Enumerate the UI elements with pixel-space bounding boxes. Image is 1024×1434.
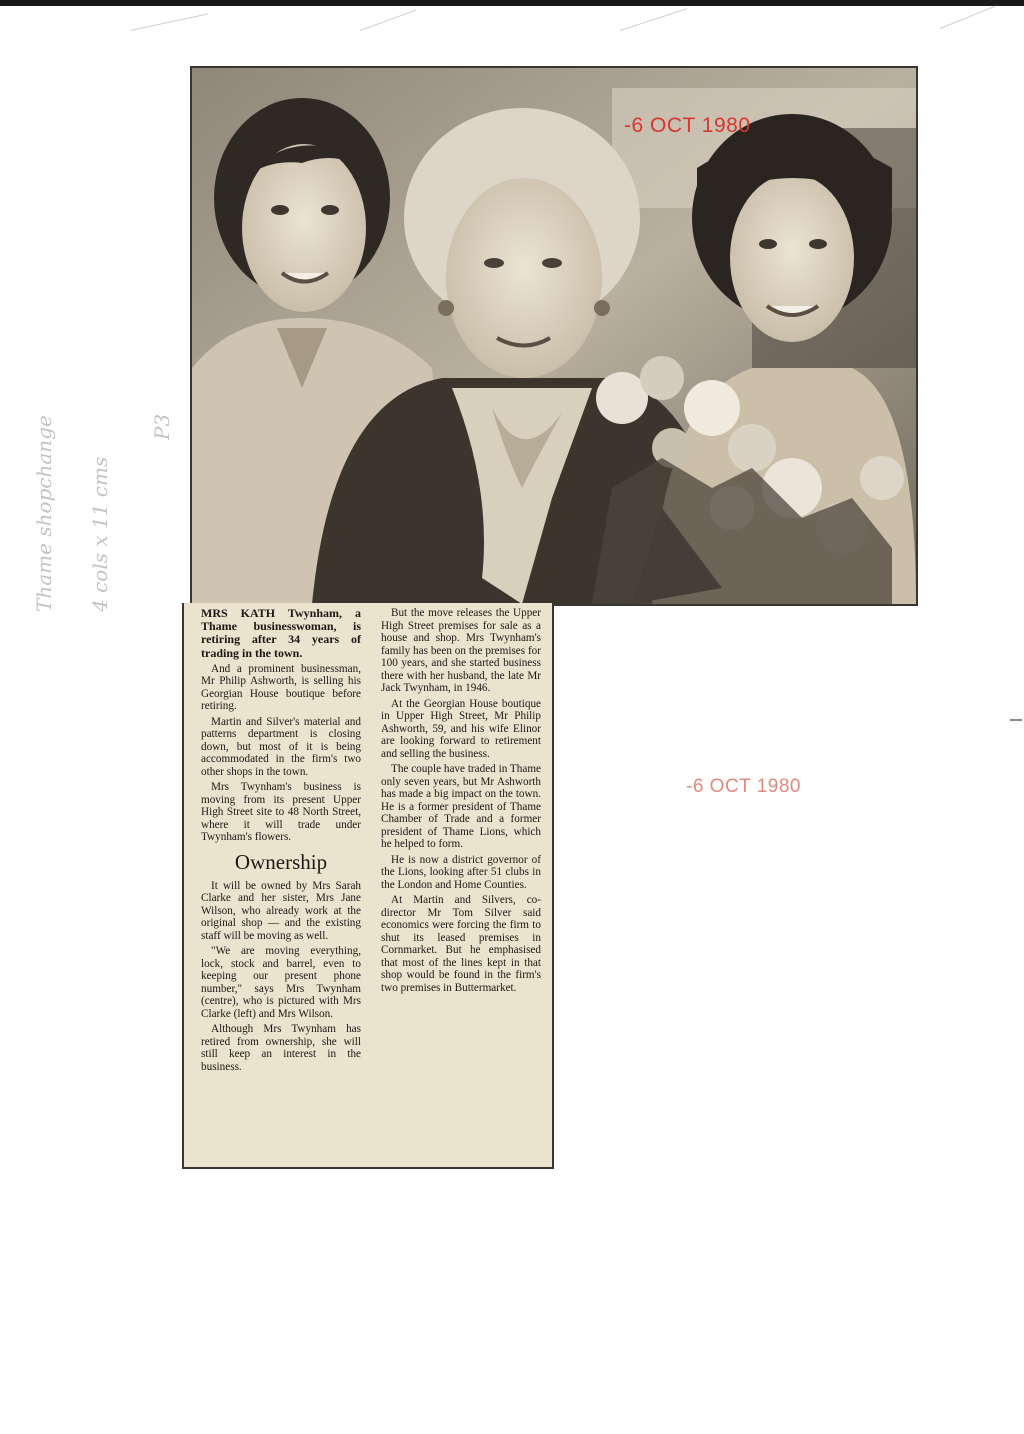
article-paragraph: It will be owned by Mrs Sarah Clarke and her sister, Mrs Jane Wilson, who already work at the original shop — and the existing staff will be moving as well. <box>201 879 361 942</box>
article-body <box>182 603 554 1169</box>
article-paragraph: At the Georgian House boutique in Upper High Street, Mr Philip Ashworth, 59, and his wife Elinor are looking forward to retirement and selling the business. <box>381 697 541 760</box>
scan-top-edge <box>0 0 1024 6</box>
article-paragraph: Although Mrs Twynham has retired from ownership, she will still keep an interest in the business. <box>201 1023 361 1073</box>
paper-crease <box>130 13 208 31</box>
portrait-photo-illustration <box>192 68 916 604</box>
article-paragraph: He is now a district governor of the Lions, looking after 51 clubs in the London and Home Counties. <box>381 853 541 891</box>
article-paragraph: Mrs Twynham's business is moving from its present Upper High Street site to 48 North Street, where it will trade under Twynham's flowers. <box>201 781 361 844</box>
news-photo <box>190 66 918 606</box>
paper-crease <box>360 10 417 31</box>
article-column-left <box>201 607 361 1076</box>
handwritten-note-page: P3 <box>150 413 174 440</box>
date-stamp-on-photo: -6 OCT 1980 <box>624 114 751 137</box>
article-subhead: Ownership <box>234 849 328 874</box>
article-column-right <box>381 607 541 997</box>
article-paragraph: At Martin and Silvers, co-director Mr Tom Silver said economics were forcing the firm to shut its leased premises in Cornmarket. But he emphasised that most of the lines kept in that shop would be found in the firm's two premises in Buttermarket. <box>381 894 541 994</box>
article-paragraph: Martin and Silver's material and patterns department is closing down, but most of it is being accommodated in the firm's two other shops in the town. <box>201 715 361 778</box>
paper-crease <box>940 6 996 29</box>
handwritten-note-size: 4 cols x 11 cms <box>88 456 112 612</box>
article-paragraph: The couple have traded in Thame only seven years, but Mr Ashworth has made a big impact on the town. He is a former president of Thame Chamber of Trade and a former president of Thame Lions, which he helped to form. <box>381 763 541 850</box>
paper-crease <box>620 8 687 31</box>
date-stamp-on-paper: -6 OCT 1980 <box>686 776 801 797</box>
handwritten-note-subject: Thame shopchange <box>32 415 56 612</box>
article-paragraph: But the move releases the Upper High Street premises for sale as a house and shop. Mrs Twynham's family has been on the premises for 100 years, and she started business there with her husband, the late Mr Jack Twynham, in 1946. <box>381 607 541 694</box>
article-paragraph: "We are moving everything, lock, stock and barrel, even to keeping our present phone number," says Mrs Twynham (centre), who is pictured with Mrs Clarke (left) and Mrs Wilson. <box>201 945 361 1020</box>
newspaper-clipping <box>182 66 918 1170</box>
article-paragraph: And a prominent businessman, Mr Philip Ashworth, is selling his Georgian House boutique before retiring. <box>201 662 361 713</box>
article-lede: MRS KATH Twynham, a Thame businesswoman, is retiring after 34 years of trading in the town. <box>201 606 361 660</box>
margin-tick <box>1010 719 1022 721</box>
